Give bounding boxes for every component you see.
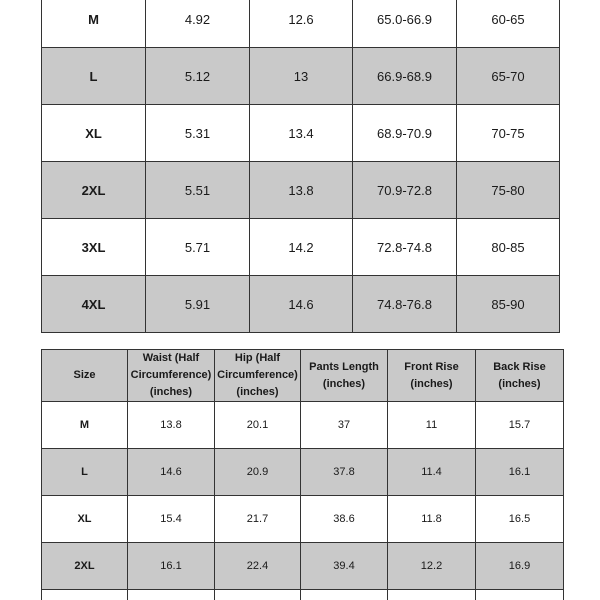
table-cell: 14.6 bbox=[250, 276, 353, 333]
table-cell: 16.5 bbox=[476, 496, 564, 543]
table-cell bbox=[128, 590, 215, 600]
table-row bbox=[42, 48, 560, 105]
top-size-table bbox=[41, 0, 560, 333]
header-size: Size bbox=[42, 350, 128, 402]
table-cell: 70.9-72.8 bbox=[353, 162, 457, 219]
table-row bbox=[42, 0, 560, 48]
table-cell: 85-90 bbox=[457, 276, 560, 333]
table-cell: 14.2 bbox=[250, 219, 353, 276]
size-cell: XL bbox=[42, 496, 128, 543]
table-cell bbox=[388, 590, 476, 600]
table-cell: 12.2 bbox=[388, 543, 476, 590]
table-cell: 15.7 bbox=[476, 402, 564, 449]
table-cell: 20.9 bbox=[215, 449, 301, 496]
header-pants-length: Pants Length (inches) bbox=[301, 350, 388, 402]
table-cell: 13.4 bbox=[250, 105, 353, 162]
table-cell: 65-70 bbox=[457, 48, 560, 105]
table-row bbox=[42, 449, 564, 496]
pants-size-table bbox=[41, 349, 564, 600]
header-hip: Hip (Half Circumference) (inches) bbox=[215, 350, 301, 402]
table-cell: 75-80 bbox=[457, 162, 560, 219]
table-cell: 16.1 bbox=[476, 449, 564, 496]
table-cell bbox=[301, 590, 388, 600]
table-cell: 38.6 bbox=[301, 496, 388, 543]
table-cell: 5.51 bbox=[146, 162, 250, 219]
size-cell: L bbox=[42, 48, 146, 105]
size-cell: L bbox=[42, 449, 128, 496]
table-cell: 72.8-74.8 bbox=[353, 219, 457, 276]
table-cell bbox=[42, 590, 128, 600]
size-cell: XL bbox=[42, 105, 146, 162]
table-cell: 21.7 bbox=[215, 496, 301, 543]
table-cell: 11.8 bbox=[388, 496, 476, 543]
table-cell: 37 bbox=[301, 402, 388, 449]
table-cell: 60-65 bbox=[457, 0, 560, 48]
table-cell bbox=[476, 590, 564, 600]
table-row bbox=[42, 276, 560, 333]
table-cell: 39.4 bbox=[301, 543, 388, 590]
header-row bbox=[42, 350, 564, 402]
header-front-rise: Front Rise (inches) bbox=[388, 350, 476, 402]
table-cell: 68.9-70.9 bbox=[353, 105, 457, 162]
table-cell: 13.8 bbox=[250, 162, 353, 219]
table-cell: 11 bbox=[388, 402, 476, 449]
table-cell bbox=[215, 590, 301, 600]
size-cell: M bbox=[42, 0, 146, 48]
table-cell: 13 bbox=[250, 48, 353, 105]
table-row bbox=[42, 105, 560, 162]
table-cell: 15.4 bbox=[128, 496, 215, 543]
table-cell: 12.6 bbox=[250, 0, 353, 48]
table-cell: 5.71 bbox=[146, 219, 250, 276]
size-cell: 4XL bbox=[42, 276, 146, 333]
header-waist: Waist (Half Circumference) (inches) bbox=[128, 350, 215, 402]
table-cell: 4.92 bbox=[146, 0, 250, 48]
table-row bbox=[42, 496, 564, 543]
table-cell: 14.6 bbox=[128, 449, 215, 496]
table-cell: 22.4 bbox=[215, 543, 301, 590]
table-cell: 37.8 bbox=[301, 449, 388, 496]
table-cell: 65.0-66.9 bbox=[353, 0, 457, 48]
table-row bbox=[42, 543, 564, 590]
table-row bbox=[42, 219, 560, 276]
size-cell: 3XL bbox=[42, 219, 146, 276]
size-cell: 2XL bbox=[42, 543, 128, 590]
table-cell: 80-85 bbox=[457, 219, 560, 276]
header-back-rise: Back Rise (inches) bbox=[476, 350, 564, 402]
table-cell: 5.31 bbox=[146, 105, 250, 162]
table-cell: 11.4 bbox=[388, 449, 476, 496]
table-cell: 74.8-76.8 bbox=[353, 276, 457, 333]
table-cell: 20.1 bbox=[215, 402, 301, 449]
size-cell: 2XL bbox=[42, 162, 146, 219]
table-row bbox=[42, 402, 564, 449]
table-cell: 16.9 bbox=[476, 543, 564, 590]
table-cell: 5.12 bbox=[146, 48, 250, 105]
size-cell: M bbox=[42, 402, 128, 449]
table-cell: 16.1 bbox=[128, 543, 215, 590]
table-cell: 66.9-68.9 bbox=[353, 48, 457, 105]
table-cell: 70-75 bbox=[457, 105, 560, 162]
table-row bbox=[42, 590, 564, 600]
table-cell: 5.91 bbox=[146, 276, 250, 333]
table-row bbox=[42, 162, 560, 219]
table-cell: 13.8 bbox=[128, 402, 215, 449]
